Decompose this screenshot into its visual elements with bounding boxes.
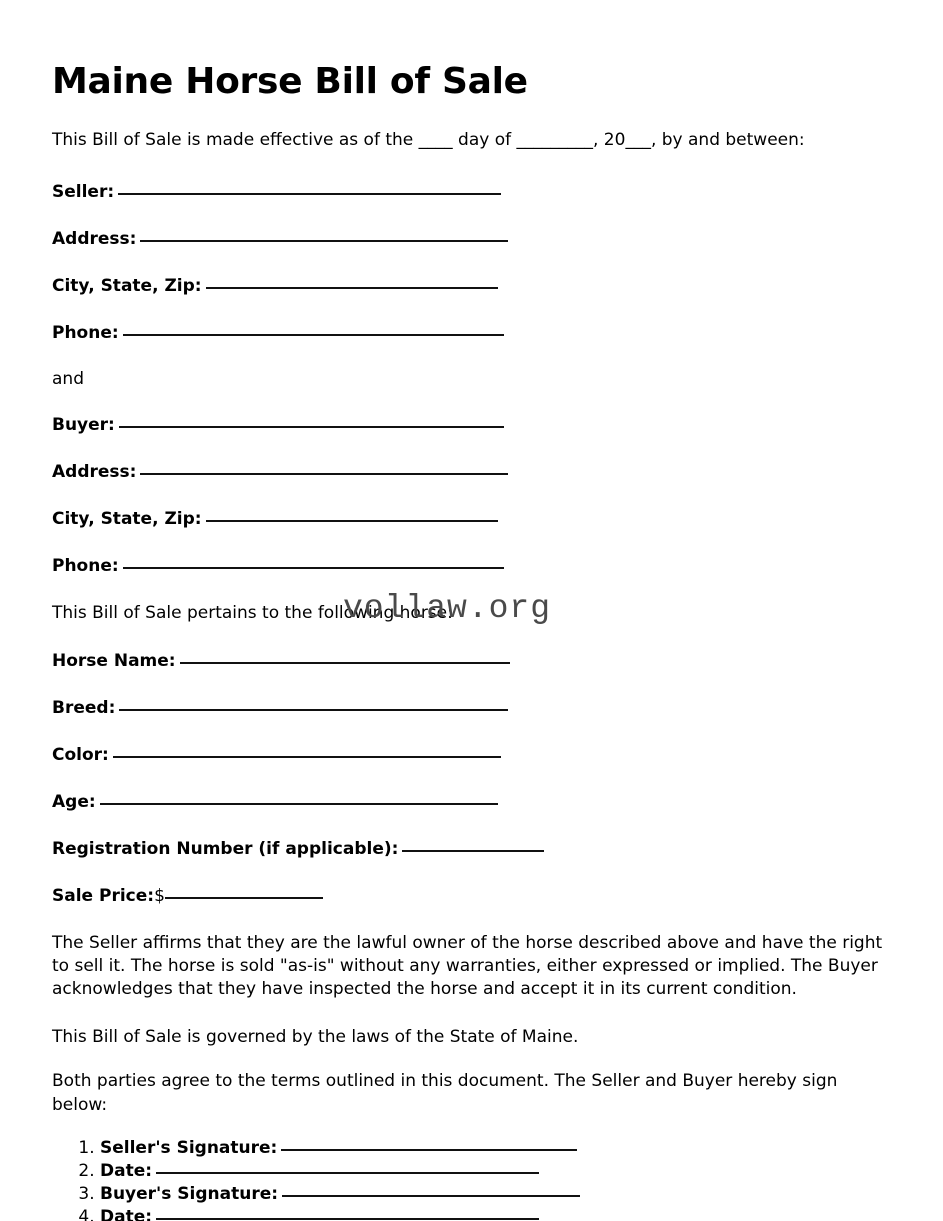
agreement-paragraph: Both parties agree to the terms outlined in this document. The Seller and Buyer hereby sign below: — [52, 1071, 838, 1115]
affirmation-paragraph: The Seller affirms that they are the lawful owner of the horse described above and have the right to sell it. The horse is sold "as-is" without any warranties, either expressed or implied. The Buyer acknowledges that they have inspected the horse and accept it in its current condition. — [52, 932, 883, 1000]
field-seller-label: Seller: — [52, 181, 115, 202]
field-buyer-phone-label: Phone: — [52, 556, 119, 577]
field-seller-address-rule[interactable] — [140, 240, 508, 242]
field-buyer-city-state-zip — [52, 508, 891, 530]
field-registration-number — [52, 838, 891, 860]
seller-date-rule[interactable] — [156, 1172, 539, 1174]
field-buyer — [52, 414, 891, 436]
field-seller-address-label: Address: — [52, 228, 137, 249]
watermark-text: vollaw.org — [343, 590, 552, 627]
field-color — [52, 744, 891, 766]
field-age — [52, 791, 891, 813]
field-seller — [52, 181, 891, 203]
field-age-label: Age: — [52, 792, 96, 813]
field-age-rule[interactable] — [100, 803, 498, 805]
horse-description-block — [52, 650, 891, 813]
field-horse-name-label: Horse Name: — [52, 650, 176, 671]
field-color-label: Color: — [52, 745, 109, 766]
buyers-signature-rule[interactable] — [282, 1195, 580, 1197]
field-seller-city-state-zip-rule[interactable] — [206, 287, 498, 289]
title-spacer — [52, 102, 891, 129]
field-buyer-address-label: Address: — [52, 462, 137, 483]
field-horse-name-rule[interactable] — [180, 662, 510, 664]
field-breed — [52, 697, 891, 719]
field-buyer-city-state-zip-rule[interactable] — [206, 520, 498, 522]
field-buyer-city-state-zip-label: City, State, Zip: — [52, 509, 202, 530]
governing-law-paragraph: This Bill of Sale is governed by the laws of the State of Maine. — [52, 1026, 579, 1047]
field-registration-number-label: Registration Number (if applicable): — [52, 839, 399, 860]
list-item — [100, 1183, 891, 1206]
buyer-block — [52, 414, 891, 577]
field-sale-price — [52, 885, 891, 907]
field-horse-name — [52, 650, 891, 672]
buyers-signature-label: Buyer's Signature: — [100, 1183, 279, 1204]
horse-intro-paragraph: This Bill of Sale pertains to the following horse: — [52, 602, 453, 623]
field-buyer-phone-rule[interactable] — [123, 567, 504, 569]
field-seller-address — [52, 228, 891, 250]
sellers-signature-rule[interactable] — [281, 1149, 577, 1151]
page-title: Maine Horse Bill of Sale — [52, 61, 528, 102]
field-registration-number-rule[interactable] — [402, 850, 544, 852]
field-color-rule[interactable] — [113, 756, 501, 758]
field-seller-city-state-zip — [52, 275, 891, 297]
intro-paragraph: This Bill of Sale is made effective as of the ____ day of _________, 20___, by and between: — [52, 130, 805, 151]
sellers-signature-label: Seller's Signature: — [100, 1138, 278, 1159]
currency-symbol: $ — [154, 886, 165, 907]
buyer-date-label: Date: — [100, 1206, 153, 1221]
seller-block — [52, 181, 891, 344]
field-seller-phone-label: Phone: — [52, 323, 119, 344]
field-seller-phone — [52, 322, 891, 344]
field-buyer-label: Buyer: — [52, 415, 115, 436]
field-breed-rule[interactable] — [119, 709, 508, 711]
field-buyer-address-rule[interactable] — [140, 473, 508, 475]
list-item — [100, 1206, 891, 1221]
field-buyer-address — [52, 461, 891, 483]
field-breed-label: Breed: — [52, 698, 116, 719]
buyer-date-rule[interactable] — [156, 1218, 539, 1220]
list-item — [100, 1137, 891, 1160]
list-item — [100, 1160, 891, 1183]
field-sale-price-rule[interactable] — [165, 897, 323, 899]
seller-date-label: Date: — [100, 1161, 153, 1182]
signature-list — [52, 1137, 891, 1221]
connector-and: and — [52, 369, 84, 390]
field-sale-price-label: Sale Price: — [52, 886, 155, 907]
field-seller-city-state-zip-label: City, State, Zip: — [52, 275, 202, 296]
field-buyer-phone — [52, 555, 891, 577]
field-buyer-rule[interactable] — [119, 426, 504, 428]
field-seller-phone-rule[interactable] — [123, 334, 504, 336]
field-seller-rule[interactable] — [118, 193, 501, 195]
